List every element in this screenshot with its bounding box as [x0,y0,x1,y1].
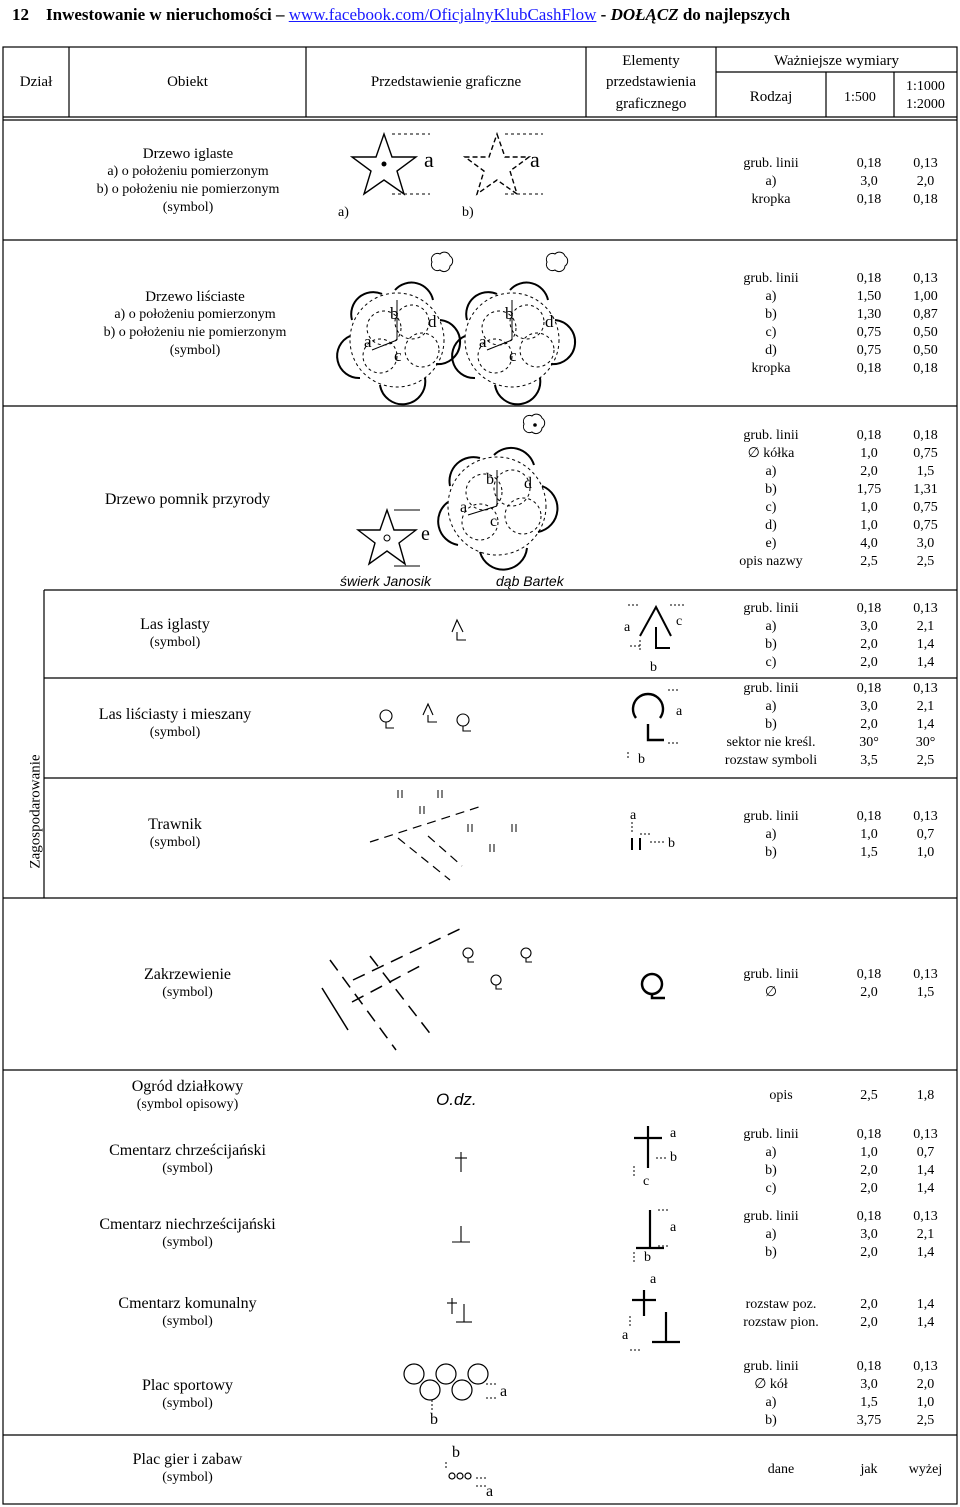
row9-label-a: a [670,1126,677,1141]
row2-1-1000: 0,13 1,00 0,87 0,50 0,50 0,18 [913,271,938,376]
row5-label-b: b [638,752,645,767]
row3-label-b: b [486,471,494,488]
page-title: Inwestowanie w nieruchomości – www.facebook.com/OficjalnyKlubCashFlow - DOŁĄCZ do najlepszych [46,5,791,24]
col-header-1-500: 1:500 [844,90,876,105]
row4-label-b: b [650,660,657,675]
row5-obiekt: Las liściasty i mieszany (symbol) [98,706,252,740]
row7-rodzaj: grub. linii ∅ [743,967,799,1000]
row2-label-d2: d [545,312,554,331]
row6-1-1000: 0,13 0,7 1,0 [913,809,938,860]
row1-label-a1: a [424,147,434,172]
row2-1-500: 0,18 1,50 1,30 0,75 0,75 0,18 [856,271,882,376]
row8-graph: O.dz. [436,1090,477,1109]
row4-obiekt: Las iglasty (symbol) [140,616,210,650]
row9-rodzaj: grub. linii a) b) c) [743,1127,799,1196]
row1-label-a2: a [530,147,540,172]
row1-obiekt: Drzewo iglaste a) o położeniu pomierzonym b) o położeniu nie pomierzonym (symbol) [96,146,280,215]
row9-label-c: c [643,1174,650,1189]
col-header-dzial: Dział [19,74,53,90]
row11-1-1000: 1,4 1,4 [916,1297,935,1330]
col-header-wymiary: Ważniejsze wymiary [774,53,899,69]
row6-1-500: 0,18 1,0 1,5 [856,809,882,860]
row3-caption-swierk: świerk Janosik [340,573,432,589]
row11-rodzaj: rozstaw poz. rozstaw pion. [743,1297,819,1330]
row2-obiekt: Drzewo liściaste a) o położeniu pomierzonym b) o położeniu nie pomierzonym (symbol) [103,289,287,358]
col-header-elementy-3: graficznego [615,96,687,112]
row2-label-d: d [428,312,437,331]
row4-rodzaj: grub. linii a) b) c) [743,601,799,670]
row8-1-1000: 1,8 [916,1088,935,1103]
facebook-link[interactable]: www.facebook.com/OficjalnyKlubCashFlow [288,5,597,24]
row5-label-a: a [676,704,683,719]
row3-rodzaj: grub. linii ∅ kółka a) b) c) d) e) opis nazwy [739,428,803,569]
row11-label-a2: a [622,1328,629,1343]
row1-label-lb: b) [462,205,474,220]
row9-1-500: 0,18 1,0 2,0 2,0 [856,1127,882,1196]
section-label: Zagospodarowanie [27,754,44,869]
row9-label-b: b [670,1150,677,1165]
row2-label-a2: a [479,332,487,351]
row2-label-b2: b [505,304,514,323]
row5-1-1000: 0,13 2,1 1,4 30° 2,5 [913,681,938,768]
row3-label-a: a [460,499,468,516]
row1-rodzaj: grub. linii a) kropka [743,156,799,207]
row10-rodzaj: grub. linii a) b) [743,1209,799,1260]
row10-1-500: 0,18 3,0 2,0 [856,1209,882,1260]
row6-obiekt: Trawnik (symbol) [148,816,202,850]
row10-label-b: b [644,1250,651,1265]
row2-rodzaj: grub. linii a) b) c) d) kropka [743,271,799,376]
row13-obiekt: Plac gier i zabaw (symbol) [132,1451,243,1485]
col-header-obiekt: Obiekt [167,74,208,90]
row3-1-1000: 0,18 0,75 1,5 1,31 0,75 0,75 3,0 2,5 [913,428,938,569]
row8-obiekt: Ogród działkowy (symbol opisowy) [131,1078,244,1112]
row1-1-500: 0,18 3,0 0,18 [856,156,882,207]
row6-label-b: b [668,836,675,851]
page-number: 12 [12,5,29,24]
row12-1-1000: 0,13 2,0 1,0 2,5 [913,1359,938,1428]
row11-obiekt: Cmentarz komunalny (symbol) [118,1295,257,1329]
row12-1-500: 0,18 3,0 1,5 3,75 [856,1359,882,1428]
row4-label-c: c [676,614,683,629]
row13-1-500: jak [860,1462,878,1477]
row12-obiekt: Plac sportowy (symbol) [141,1377,234,1411]
row7-obiekt: Zakrzewienie (symbol) [143,966,232,1000]
row13-1-1000: wyżej [908,1462,943,1477]
row3-caption-dab: dąb Bartek [496,573,564,589]
row11-1-500: 2,0 2,0 [860,1297,878,1330]
row2-label-a: a [364,332,372,351]
row10-1-1000: 0,13 2,1 1,4 [913,1209,938,1260]
row8-1-500: 2,5 [860,1088,878,1103]
row6-rodzaj: grub. linii a) b) [743,809,799,860]
row13-label-a: a [486,1483,494,1500]
row10-label-a: a [670,1220,677,1235]
row9-1-1000: 0,13 0,7 1,4 1,4 [913,1127,938,1196]
col-header-1-2000: 1:2000 [906,97,945,112]
row3-label-c: c [490,513,498,530]
row1-1-1000: 0,13 2,0 0,18 [913,156,938,207]
row3-label-e: e [421,523,430,545]
row3-obiekt: Drzewo pomnik przyrody [104,491,271,508]
row3-1-500: 0,18 1,0 2,0 1,75 1,0 1,0 4,0 2,5 [856,428,882,569]
row9-obiekt: Cmentarz chrześcijański (symbol) [109,1142,266,1176]
row13-label-b: b [452,1444,460,1461]
row12-label-b: b [430,1411,438,1428]
row5-1-500: 0,18 3,0 2,0 30° 3,5 [856,681,882,768]
row3-label-d: d [524,475,532,492]
col-header-elementy-1: Elementy [622,53,680,69]
col-header-rodzaj: Rodzaj [749,89,793,105]
row13-rodzaj: dane [767,1462,795,1477]
row2-label-c: c [394,346,402,365]
row10-obiekt: Cmentarz niechrześcijański (symbol) [99,1216,276,1250]
row12-label-a: a [500,1383,508,1400]
row2-label-c2: c [509,346,517,365]
row7-1-500: 0,18 2,0 [856,967,882,1000]
col-header-elementy-2: przedstawienia [606,74,696,90]
row12-rodzaj: grub. linii ∅ kół a) b) [743,1359,799,1428]
row11-label-a1: a [650,1272,657,1287]
row6-label-a: a [630,808,637,823]
col-header-1-1000: 1:1000 [906,79,945,94]
row4-1-1000: 0,13 2,1 1,4 1,4 [913,601,938,670]
row7-1-1000: 0,13 1,5 [913,967,938,1000]
row5-rodzaj: grub. linii a) b) sektor nie kreśl. rozstaw symboli [724,681,818,768]
row4-label-a: a [624,620,631,635]
row8-rodzaj: opis [769,1088,793,1103]
col-header-przedstawienie: Przedstawienie graficzne [370,74,522,90]
row1-label-la: a) [338,205,349,220]
row4-1-500: 0,18 3,0 2,0 2,0 [856,601,882,670]
row2-label-b: b [390,304,399,323]
